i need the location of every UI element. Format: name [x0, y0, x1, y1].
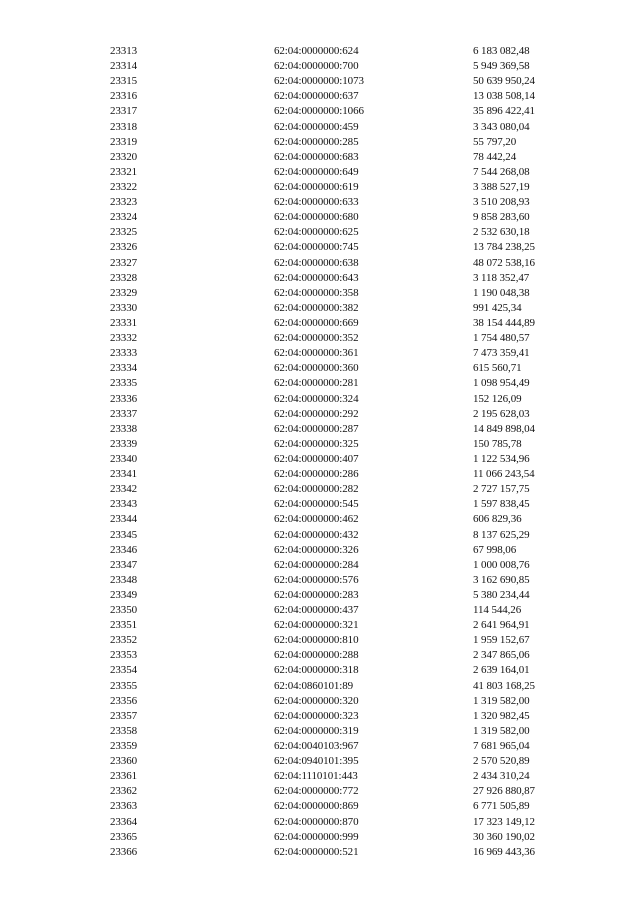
value-amount: 1 122 534,96: [473, 452, 530, 465]
value-amount: 152 126,09: [473, 392, 522, 405]
table-row: [108, 316, 568, 331]
value-amount: 2 532 630,18: [473, 226, 530, 239]
cadastral-number: 62:04:0000000:810: [274, 634, 359, 647]
value-amount: 3 343 080,04: [473, 120, 530, 133]
table-row: [108, 830, 568, 845]
table-row: [108, 815, 568, 830]
cadastral-number: 62:04:0000000:325: [274, 437, 359, 450]
table-row: [108, 754, 568, 769]
row-number: 23364: [110, 815, 138, 828]
table-row: [108, 256, 568, 271]
table-row: [108, 437, 568, 452]
table-row: [108, 845, 568, 860]
value-amount: 1 190 048,38: [473, 286, 530, 299]
row-number: 23314: [110, 60, 138, 73]
value-amount: 1 319 582,00: [473, 694, 530, 707]
cadastral-number: 62:04:0000000:637: [274, 90, 359, 103]
table-row: [108, 135, 568, 150]
table-row: [108, 392, 568, 407]
value-amount: 17 323 149,12: [473, 815, 535, 828]
value-amount: 35 896 422,41: [473, 105, 535, 118]
value-amount: 1 320 982,45: [473, 709, 530, 722]
table-row: [108, 286, 568, 301]
value-amount: 3 118 352,47: [473, 271, 530, 284]
cadastral-number: 62:04:0940101:395: [274, 755, 359, 768]
value-amount: 615 560,71: [473, 362, 522, 375]
row-number: 23320: [110, 150, 138, 163]
table-row: [108, 558, 568, 573]
row-number: 23333: [110, 347, 138, 360]
row-number: 23335: [110, 377, 138, 390]
value-amount: 7 544 268,08: [473, 165, 530, 178]
cadastral-number: 62:04:0000000:361: [274, 347, 359, 360]
row-number: 23313: [110, 45, 138, 57]
row-number: 23318: [110, 120, 138, 133]
cadastral-number: 62:04:0000000:638: [274, 256, 359, 269]
row-number: 23355: [110, 679, 138, 692]
row-number: 23328: [110, 271, 138, 284]
row-number: 23362: [110, 785, 138, 798]
value-amount: 13 038 508,14: [473, 90, 535, 103]
data-table: [108, 44, 568, 860]
value-amount: 48 072 538,16: [473, 256, 535, 269]
row-number: 23321: [110, 165, 138, 178]
value-amount: 11 066 243,54: [473, 468, 535, 481]
cadastral-number: 62:04:0000000:352: [274, 332, 359, 345]
row-number: 23347: [110, 558, 138, 571]
cadastral-number: 62:04:1110101:443: [274, 770, 358, 783]
row-number: 23322: [110, 180, 138, 193]
row-number: 23344: [110, 513, 138, 526]
cadastral-number: 62:04:0000000:683: [274, 150, 359, 163]
row-number: 23323: [110, 196, 138, 209]
table-row: [108, 104, 568, 119]
row-number: 23324: [110, 211, 138, 224]
value-amount: 606 829,36: [473, 513, 522, 526]
value-amount: 67 998,06: [473, 543, 517, 556]
cadastral-number: 62:04:0000000:772: [274, 785, 359, 798]
value-amount: 7 473 359,41: [473, 347, 530, 360]
row-number: 23332: [110, 332, 138, 345]
row-number: 23363: [110, 800, 138, 813]
cadastral-number: 62:04:0000000:669: [274, 316, 359, 329]
row-number: 23356: [110, 694, 138, 707]
row-number: 23348: [110, 573, 138, 586]
table-row: [108, 452, 568, 467]
cadastral-number: 62:04:0000000:382: [274, 301, 359, 314]
cadastral-number: 62:04:0000000:643: [274, 271, 359, 284]
cadastral-number: 62:04:0000000:649: [274, 165, 359, 178]
cadastral-number: 62:04:0000000:284: [274, 558, 359, 571]
cadastral-number: 62:04:0000000:1073: [274, 75, 364, 88]
table-row: [108, 784, 568, 799]
table-row: [108, 497, 568, 512]
table-row: [108, 769, 568, 784]
value-amount: 150 785,78: [473, 437, 522, 450]
row-number: 23317: [110, 105, 138, 118]
cadastral-number: 62:04:0000000:319: [274, 724, 359, 737]
value-amount: 114 544,26: [473, 604, 522, 617]
cadastral-number: 62:04:0000000:292: [274, 407, 359, 420]
table-row: [108, 694, 568, 709]
value-amount: 1 959 152,67: [473, 634, 530, 647]
table-row: [108, 210, 568, 225]
table-row: [108, 301, 568, 316]
value-amount: 55 797,20: [473, 135, 517, 148]
table-row: [108, 376, 568, 391]
table-row: [108, 165, 568, 180]
row-number: 23342: [110, 483, 138, 496]
value-amount: 2 641 964,91: [473, 619, 530, 632]
row-number: 23339: [110, 437, 138, 450]
cadastral-number: 62:04:0000000:999: [274, 830, 359, 843]
row-number: 23340: [110, 452, 138, 465]
row-number: 23337: [110, 407, 138, 420]
row-number: 23357: [110, 709, 138, 722]
cadastral-number: 62:04:0000000:633: [274, 196, 359, 209]
cadastral-number: 62:04:0000000:285: [274, 135, 359, 148]
table-row: [108, 407, 568, 422]
value-amount: 3 388 527,19: [473, 180, 530, 193]
table-row: [108, 361, 568, 376]
cadastral-number: 62:04:0000000:326: [274, 543, 359, 556]
table-row: [108, 618, 568, 633]
table-row: [108, 346, 568, 361]
table-row: [108, 724, 568, 739]
table-row: [108, 331, 568, 346]
table-row: [108, 74, 568, 89]
value-amount: 2 570 520,89: [473, 755, 530, 768]
row-number: 23327: [110, 256, 138, 269]
value-amount: 2 347 865,06: [473, 649, 530, 662]
cadastral-number: 62:04:0000000:625: [274, 226, 359, 239]
row-number: 23358: [110, 724, 138, 737]
table-row: [108, 44, 568, 59]
table-row: [108, 573, 568, 588]
table-row: [108, 648, 568, 663]
table-row: [108, 225, 568, 240]
cadastral-number: 62:04:0000000:283: [274, 588, 359, 601]
table-row: [108, 512, 568, 527]
value-amount: 1 000 008,76: [473, 558, 530, 571]
row-number: 23336: [110, 392, 138, 405]
row-number: 23346: [110, 543, 138, 556]
value-amount: 3 510 208,93: [473, 196, 530, 209]
table-row: [108, 528, 568, 543]
table-row: [108, 663, 568, 678]
table-row: [108, 120, 568, 135]
row-number: 23343: [110, 498, 138, 511]
cadastral-number: 62:04:0000000:745: [274, 241, 359, 254]
cadastral-number: 62:04:0000000:619: [274, 180, 359, 193]
value-amount: 2 727 157,75: [473, 483, 530, 496]
value-amount: 6 771 505,89: [473, 800, 530, 813]
value-amount: 1 597 838,45: [473, 498, 530, 511]
table-row: [108, 799, 568, 814]
value-amount: 2 639 164,01: [473, 664, 530, 677]
cadastral-number: 62:04:0000000:680: [274, 211, 359, 224]
value-amount: 27 926 880,87: [473, 785, 535, 798]
cadastral-number: 62:04:0000000:545: [274, 498, 359, 511]
value-amount: 38 154 444,89: [473, 316, 535, 329]
table-row: [108, 150, 568, 165]
value-amount: 7 681 965,04: [473, 740, 530, 753]
table-row: [108, 422, 568, 437]
value-amount: 6 183 082,48: [473, 45, 530, 57]
row-number: 23330: [110, 301, 138, 314]
row-number: 23319: [110, 135, 138, 148]
table-row: [108, 467, 568, 482]
value-amount: 2 195 628,03: [473, 407, 530, 420]
table-row: [108, 603, 568, 618]
cadastral-number: 62:04:0000000:407: [274, 452, 359, 465]
value-amount: 13 784 238,25: [473, 241, 535, 254]
table-row: [108, 633, 568, 648]
cadastral-number: 62:04:0000000:459: [274, 120, 359, 133]
row-number: 23352: [110, 634, 138, 647]
row-number: 23353: [110, 649, 138, 662]
value-amount: 1 754 480,57: [473, 332, 530, 345]
row-number: 23326: [110, 241, 138, 254]
row-number: 23341: [110, 468, 138, 481]
row-number: 23361: [110, 770, 138, 783]
cadastral-number: 62:04:0000000:624: [274, 45, 359, 57]
value-amount: 3 162 690,85: [473, 573, 530, 586]
cadastral-number: 62:04:0000000:321: [274, 619, 359, 632]
row-number: 23349: [110, 588, 138, 601]
row-number: 23350: [110, 604, 138, 617]
cadastral-number: 62:04:0000000:287: [274, 422, 359, 435]
row-number: 23316: [110, 90, 138, 103]
value-amount: 30 360 190,02: [473, 830, 535, 843]
cadastral-number: 62:04:0000000:320: [274, 694, 359, 707]
table-row: [108, 180, 568, 195]
cadastral-number: 62:04:0000000:521: [274, 845, 359, 858]
cadastral-number: 62:04:0000000:870: [274, 815, 359, 828]
row-number: 23329: [110, 286, 138, 299]
cadastral-number: 62:04:0000000:323: [274, 709, 359, 722]
value-amount: 14 849 898,04: [473, 422, 535, 435]
row-number: 23338: [110, 422, 138, 435]
row-number: 23334: [110, 362, 138, 375]
cadastral-number: 62:04:0000000:869: [274, 800, 359, 813]
table-row: [108, 195, 568, 210]
row-number: 23315: [110, 75, 138, 88]
cadastral-number: 62:04:0000000:700: [274, 60, 359, 73]
row-number: 23325: [110, 226, 138, 239]
value-amount: 5 949 369,58: [473, 60, 530, 73]
cadastral-number: 62:04:0000000:318: [274, 664, 359, 677]
value-amount: 991 425,34: [473, 301, 522, 314]
value-amount: 5 380 234,44: [473, 588, 530, 601]
cadastral-number: 62:04:0000000:437: [274, 604, 359, 617]
table-row: [108, 89, 568, 104]
table-row: [108, 482, 568, 497]
cadastral-number: 62:04:0040103:967: [274, 740, 359, 753]
cadastral-number: 62:04:0860101:89: [274, 679, 354, 692]
row-number: 23354: [110, 664, 138, 677]
table-row: [108, 59, 568, 74]
row-number: 23366: [110, 845, 138, 858]
row-number: 23351: [110, 619, 138, 632]
row-number: 23365: [110, 830, 138, 843]
cadastral-number: 62:04:0000000:358: [274, 286, 359, 299]
cadastral-number: 62:04:0000000:288: [274, 649, 359, 662]
value-amount: 78 442,24: [473, 150, 517, 163]
cadastral-number: 62:04:0000000:324: [274, 392, 359, 405]
value-amount: 9 858 283,60: [473, 211, 530, 224]
cadastral-number: 62:04:0000000:286: [274, 468, 359, 481]
value-amount: 41 803 168,25: [473, 679, 535, 692]
value-amount: 1 319 582,00: [473, 724, 530, 737]
row-number: 23331: [110, 316, 138, 329]
value-amount: 2 434 310,24: [473, 770, 530, 783]
table-row: [108, 240, 568, 255]
table-row: [108, 679, 568, 694]
cadastral-number: 62:04:0000000:360: [274, 362, 359, 375]
cadastral-number: 62:04:0000000:282: [274, 483, 359, 496]
row-number: 23345: [110, 528, 138, 541]
table-row: [108, 543, 568, 558]
table-row: [108, 709, 568, 724]
value-amount: 16 969 443,36: [473, 845, 535, 858]
cadastral-number: 62:04:0000000:432: [274, 528, 359, 541]
value-amount: 1 098 954,49: [473, 377, 530, 390]
table-row: [108, 271, 568, 286]
value-amount: 8 137 625,29: [473, 528, 530, 541]
value-amount: 50 639 950,24: [473, 75, 535, 88]
cadastral-number: 62:04:0000000:281: [274, 377, 359, 390]
cadastral-number: 62:04:0000000:462: [274, 513, 359, 526]
table-row: [108, 588, 568, 603]
row-number: 23359: [110, 740, 138, 753]
table-row: [108, 739, 568, 754]
row-number: 23360: [110, 755, 138, 768]
cadastral-number: 62:04:0000000:1066: [274, 105, 364, 118]
cadastral-number: 62:04:0000000:576: [274, 573, 359, 586]
